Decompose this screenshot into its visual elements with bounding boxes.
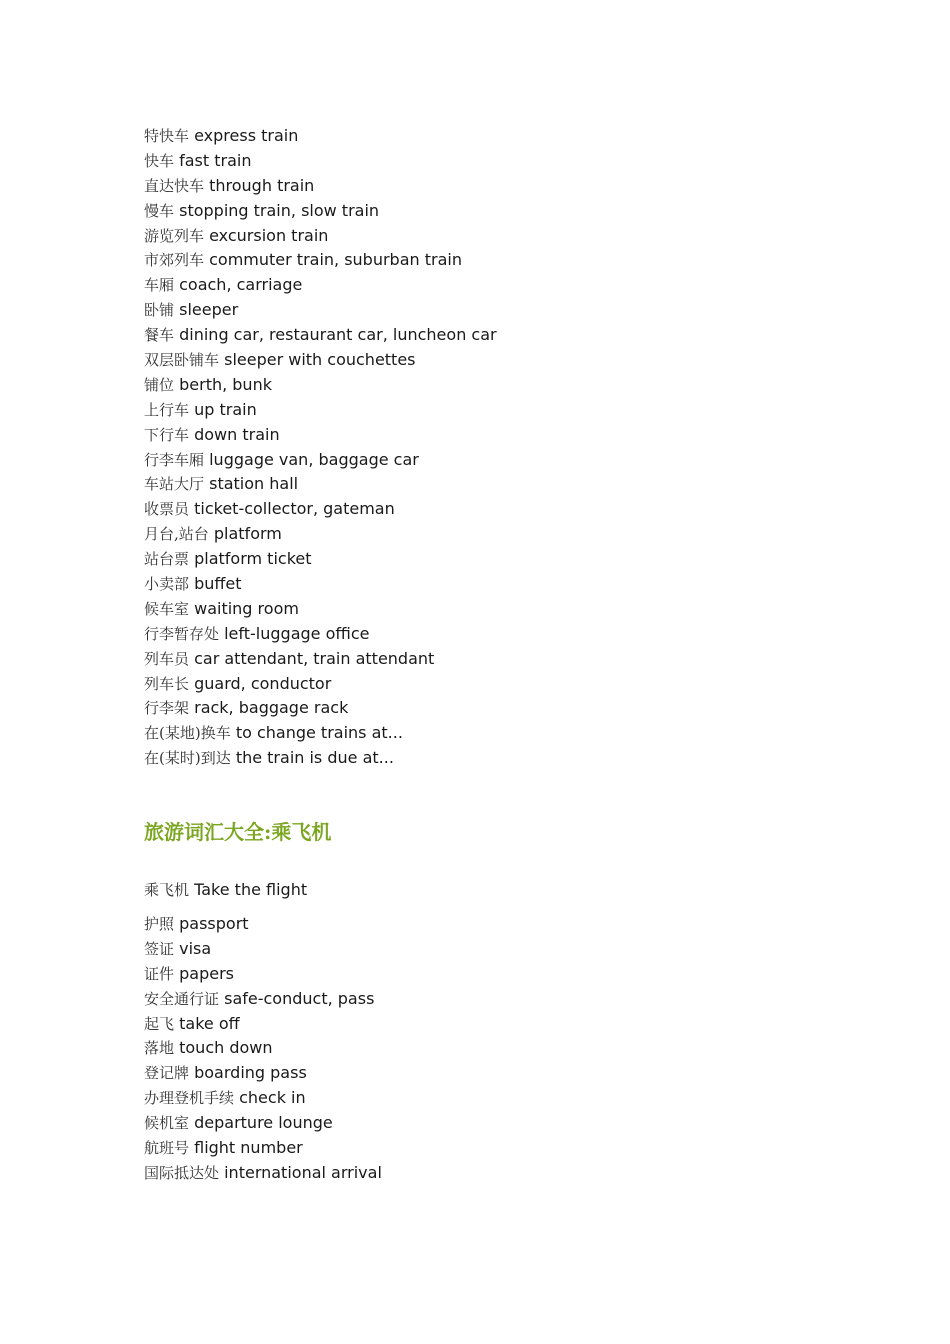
vocab-english: rack, baggage rack xyxy=(194,698,349,718)
vocab-chinese: 行李架 xyxy=(144,699,190,718)
vocab-entry xyxy=(144,647,844,672)
vocab-entry xyxy=(144,448,844,473)
vocab-entry xyxy=(144,224,844,249)
vocab-english: buffet xyxy=(194,574,242,594)
vocab-english: through train xyxy=(209,175,315,195)
vocab-english: boarding pass xyxy=(194,1063,307,1083)
vocab-entry xyxy=(144,497,844,522)
vocab-chinese: 落地 xyxy=(144,1039,175,1058)
vocab-chinese: 列车长 xyxy=(144,674,190,693)
vocab-entry xyxy=(144,912,382,937)
vocab-english: car attendant, train attendant xyxy=(194,648,435,668)
vocab-english: international arrival xyxy=(224,1162,382,1182)
vocab-english: stopping train, slow train xyxy=(179,200,380,220)
vocab-entry xyxy=(144,1036,382,1061)
vocab-english: berth, bunk xyxy=(179,374,272,394)
vocab-chinese: 慢车 xyxy=(144,201,175,220)
vocab-chinese: 游览列车 xyxy=(144,226,205,245)
vocab-chinese: 快车 xyxy=(144,151,175,170)
vocab-entry xyxy=(144,1012,382,1037)
vocab-entry xyxy=(144,937,382,962)
vocab-english: visa xyxy=(179,938,212,958)
vocab-chinese: 下行车 xyxy=(144,425,190,444)
vocab-english: guard, conductor xyxy=(194,673,332,693)
vocab-chinese: 市郊列车 xyxy=(144,251,205,270)
vocab-entry xyxy=(144,1061,382,1086)
vocab-entry xyxy=(144,348,844,373)
vocab-english: station hall xyxy=(209,474,299,494)
vocab-english: check in xyxy=(239,1088,306,1108)
vocab-english: excursion train xyxy=(209,225,329,245)
vocab-english: sleeper xyxy=(179,300,239,320)
vocab-entry xyxy=(144,597,844,622)
vocab-english: fast train xyxy=(179,150,252,170)
vocab-entry xyxy=(144,124,844,149)
vocab-english: down train xyxy=(194,424,280,444)
flight-vocabulary-list xyxy=(144,912,382,1186)
vocab-chinese: 在(某地)换车 xyxy=(144,724,231,743)
vocab-entry xyxy=(144,373,844,398)
vocab-english: ticket-collector, gateman xyxy=(194,499,395,519)
vocab-chinese: 收票员 xyxy=(144,500,190,519)
vocab-entry xyxy=(144,696,844,721)
document-page xyxy=(144,124,844,1182)
vocab-entry xyxy=(144,1111,382,1136)
vocab-chinese: 国际抵达处 xyxy=(144,1163,220,1182)
vocab-chinese: 在(某时)到达 xyxy=(144,749,231,768)
vocab-english: up train xyxy=(194,399,257,419)
vocab-entry xyxy=(144,547,844,572)
vocab-chinese: 车厢 xyxy=(144,276,175,295)
vocab-english: waiting room xyxy=(194,598,299,618)
vocab-chinese: 行李车厢 xyxy=(144,450,205,469)
vocab-english: take off xyxy=(179,1013,240,1033)
vocab-chinese: 小卖部 xyxy=(144,575,190,594)
vocab-entry xyxy=(144,273,844,298)
vocab-english: flight number xyxy=(194,1138,303,1158)
intro-en: Take the flight xyxy=(194,880,308,899)
vocab-english: express train xyxy=(194,126,299,145)
train-vocabulary-list xyxy=(144,124,844,771)
vocab-entry xyxy=(144,622,844,647)
vocab-chinese: 餐车 xyxy=(144,326,175,345)
vocab-chinese: 办理登机手续 xyxy=(144,1089,235,1108)
vocab-chinese: 铺位 xyxy=(144,375,175,394)
intro-zh: 乘飞机 xyxy=(144,881,190,899)
vocab-english: touch down xyxy=(179,1038,273,1058)
vocab-entry xyxy=(144,472,844,497)
vocab-chinese: 特快车 xyxy=(144,127,190,145)
vocab-chinese: 候机室 xyxy=(144,1114,190,1133)
vocab-entry xyxy=(144,323,844,348)
vocab-chinese: 列车员 xyxy=(144,649,190,668)
vocab-chinese: 站台票 xyxy=(144,550,190,569)
vocab-entry xyxy=(144,298,844,323)
vocab-chinese: 行李暂存处 xyxy=(144,624,220,643)
vocab-english: papers xyxy=(179,963,234,983)
vocab-chinese: 卧铺 xyxy=(144,301,175,320)
vocab-entry xyxy=(144,962,382,987)
vocab-english: platform xyxy=(213,524,282,544)
vocab-chinese: 月台,站台 xyxy=(144,525,209,544)
vocab-english: left-luggage office xyxy=(224,623,370,643)
vocab-entry xyxy=(144,1136,382,1161)
vocab-entry xyxy=(144,987,382,1012)
vocab-chinese: 登记牌 xyxy=(144,1064,190,1083)
vocab-entry xyxy=(144,672,844,697)
vocab-english: to change trains at... xyxy=(235,723,403,743)
vocab-entry xyxy=(144,398,844,423)
vocab-chinese: 证件 xyxy=(144,964,175,983)
vocab-english: platform ticket xyxy=(194,549,312,569)
vocab-english: commuter train, suburban train xyxy=(209,250,462,270)
vocab-entry xyxy=(144,572,844,597)
flight-intro-line xyxy=(144,878,307,902)
vocab-english: the train is due at... xyxy=(235,748,394,768)
vocab-entry xyxy=(144,1086,382,1111)
vocab-chinese: 候车室 xyxy=(144,599,190,618)
vocab-english: coach, carriage xyxy=(179,275,303,295)
vocab-entry xyxy=(144,248,844,273)
vocab-english: luggage van, baggage car xyxy=(209,449,419,469)
vocab-english: safe-conduct, pass xyxy=(224,988,375,1008)
vocab-entry xyxy=(144,1161,382,1186)
vocab-chinese: 上行车 xyxy=(144,400,190,419)
vocab-entry xyxy=(144,199,844,224)
vocab-entry xyxy=(144,149,844,174)
vocab-english: departure lounge xyxy=(194,1113,333,1133)
vocab-chinese: 航班号 xyxy=(144,1139,190,1158)
vocab-entry xyxy=(144,721,844,746)
vocab-chinese: 起飞 xyxy=(144,1014,175,1033)
vocab-english: passport xyxy=(179,914,249,933)
vocab-chinese: 双层卧铺车 xyxy=(144,351,220,370)
section-title-flight: 旅游词汇大全:乘飞机 xyxy=(144,820,332,844)
vocab-english: dining car, restaurant car, luncheon car xyxy=(179,325,497,345)
vocab-entry xyxy=(144,746,844,771)
vocab-chinese: 签证 xyxy=(144,939,175,958)
vocab-chinese: 车站大厅 xyxy=(144,475,205,494)
vocab-entry xyxy=(144,522,844,547)
vocab-chinese: 护照 xyxy=(144,915,175,933)
vocab-entry xyxy=(144,174,844,199)
vocab-chinese: 直达快车 xyxy=(144,176,205,195)
vocab-chinese: 安全通行证 xyxy=(144,989,220,1008)
vocab-entry xyxy=(144,423,844,448)
vocab-english: sleeper with couchettes xyxy=(224,350,416,370)
